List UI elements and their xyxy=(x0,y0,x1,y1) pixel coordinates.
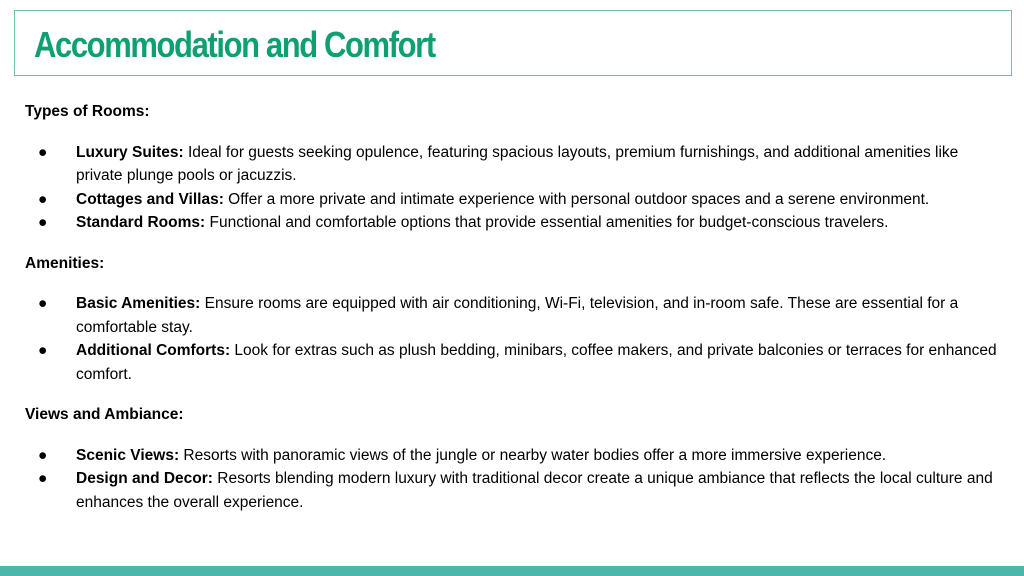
item-text: Ideal for guests seeking opulence, featuring spacious layouts, premium furnishings, and additional amenities like private plunge pools or jacuzzis. xyxy=(76,143,959,184)
section-heading-views-and-ambiance: Views and Ambiance: xyxy=(25,406,184,423)
list-types-of-rooms xyxy=(25,141,1005,235)
list-item xyxy=(25,467,1005,514)
list-item xyxy=(25,444,1005,468)
list-views-and-ambiance xyxy=(25,444,1005,515)
item-term: Scenic Views: xyxy=(76,446,180,464)
item-term: Cottages and Villas: xyxy=(76,190,224,208)
list-amenities xyxy=(25,292,1005,386)
section-heading-types-of-rooms: Types of Rooms: xyxy=(25,103,150,120)
item-term: Basic Amenities: xyxy=(76,295,201,312)
bullet-icon: ● xyxy=(38,295,48,312)
bullet-icon: ● xyxy=(38,470,48,487)
list-item xyxy=(25,188,1005,212)
item-text: Functional and comfortable options that provide essential amenities for budget-conscious travelers. xyxy=(205,214,889,231)
item-text: Ensure rooms are equipped with air conditioning, Wi-Fi, television, and in-room safe. These are essential for a comfortable stay. xyxy=(76,295,959,336)
bullet-icon: ● xyxy=(38,190,48,208)
bullet-icon: ● xyxy=(38,446,48,464)
item-text: Offer a more private and intimate experience with personal outdoor spaces and a serene environment. xyxy=(223,190,930,208)
list-item xyxy=(25,292,1005,339)
section-heading-amenities: Amenities: xyxy=(25,254,105,272)
bullet-icon: ● xyxy=(38,342,48,359)
bottom-accent-bar xyxy=(0,566,1024,576)
list-item xyxy=(25,339,1005,386)
item-text: Resorts blending modern luxury with traditional decor create a unique ambiance that reflects the local culture and enhances the overall experience. xyxy=(76,470,993,511)
item-text: Resorts with panoramic views of the jungle or nearby water bodies offer a more immersive experience. xyxy=(179,446,887,464)
item-term: Standard Rooms: xyxy=(76,214,206,231)
slide-content xyxy=(25,100,1005,531)
item-term: Additional Comforts: xyxy=(76,342,231,359)
item-term: Design and Decor: xyxy=(76,470,213,487)
list-item xyxy=(25,211,1005,235)
bullet-icon: ● xyxy=(38,214,48,231)
item-term: Luxury Suites: xyxy=(76,143,184,161)
item-text: Look for extras such as plush bedding, minibars, coffee makers, and private balconies or terraces for enhanced comfort. xyxy=(76,342,997,383)
title-box xyxy=(14,10,1012,76)
list-item xyxy=(25,141,1005,188)
bullet-icon: ● xyxy=(38,143,48,161)
slide-title: Accommodation and Comfort xyxy=(34,24,435,65)
